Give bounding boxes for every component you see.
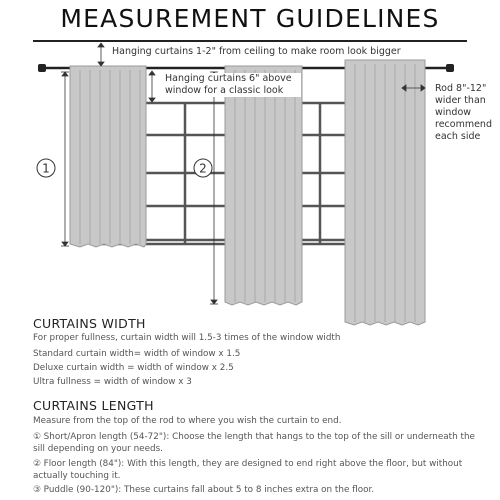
curtain-left xyxy=(70,66,146,247)
note-window: Hanging curtains 6" above window for a classic look xyxy=(165,73,301,97)
length-section-title: CURTAINS LENGTH xyxy=(33,398,154,413)
note-rod: Rod 8"-12" wider than window recommend each side xyxy=(435,83,492,142)
length-item-2: ② Floor length (84"): With this length, they are designed to end right above the floor, but without actually touching it. xyxy=(33,459,463,481)
page-title: MEASUREMENT GUIDELINES xyxy=(60,4,440,33)
width-intro: For proper fullness, curtain width will 1.5-3 times of the window width xyxy=(33,333,341,343)
marker-2 xyxy=(194,159,212,177)
curtain-middle xyxy=(225,66,302,305)
svg-text:1: 1 xyxy=(42,161,50,176)
width-standard: Standard curtain width= width of window x 1.5 xyxy=(33,349,241,359)
note-ceiling: Hanging curtains 1-2" from ceiling to make room look bigger xyxy=(112,46,401,57)
above-window-arrow xyxy=(149,71,155,102)
length-intro: Measure from the top of the rod to where you wish the curtain to end. xyxy=(33,416,342,426)
marker-1 xyxy=(37,159,55,177)
curtain-right xyxy=(345,60,425,325)
length-item-3: ③ Puddle (90-120"): These curtains fall about 5 to 8 inches extra on the floor. xyxy=(33,485,375,495)
length-2-dimension xyxy=(210,72,218,304)
width-deluxe: Deluxe curtain width = width of window x 2.5 xyxy=(33,363,234,373)
svg-text:2: 2 xyxy=(199,161,207,176)
length-1-dimension xyxy=(61,72,69,246)
length-item-1: ① Short/Apron length (54-72"): Choose the length that hangs to the top of the sill or underneath the sill depending on your needs. xyxy=(33,432,475,454)
width-ultra: Ultra fullness = width of window x 3 xyxy=(33,377,192,387)
ceiling-gap-arrow xyxy=(98,43,104,66)
width-section-title: CURTAINS WIDTH xyxy=(33,316,146,331)
